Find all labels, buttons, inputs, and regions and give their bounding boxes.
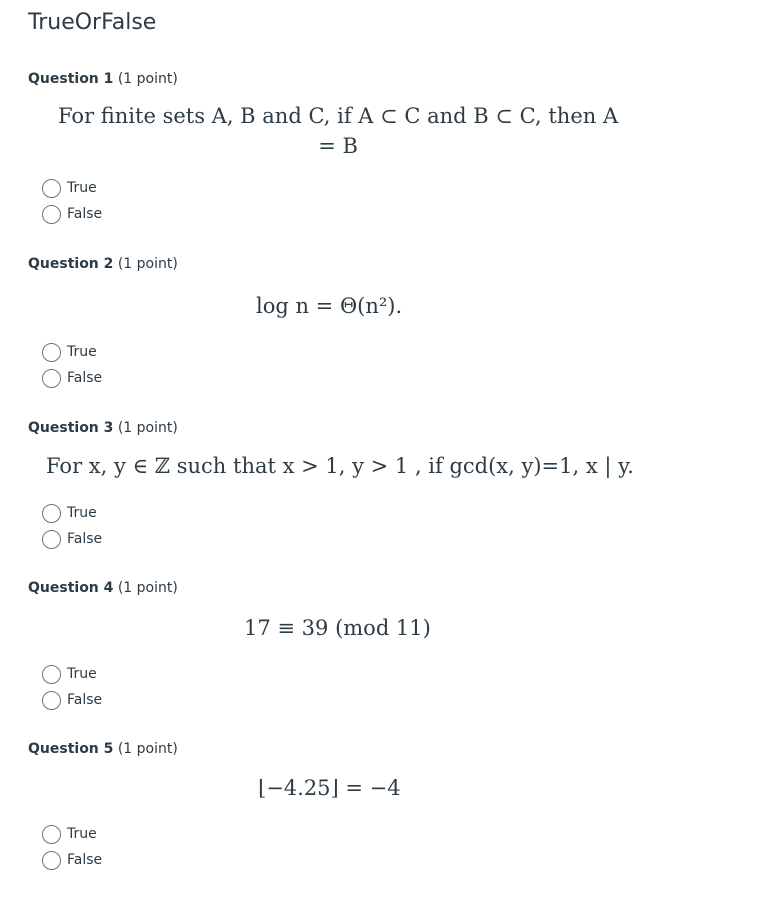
question-2-text <box>256 294 402 318</box>
question-2-false-label: False <box>67 370 103 386</box>
question-1-text <box>58 104 618 158</box>
question-3-false-radio[interactable] <box>42 530 61 549</box>
question-2-false-radio[interactable] <box>42 369 61 388</box>
question-1-option-false[interactable] <box>42 203 102 225</box>
question-5-text <box>258 776 401 800</box>
question-3-false-label: False <box>67 531 103 547</box>
question-4-points: (1 point) <box>117 580 178 596</box>
question-1-number: Question 1 <box>28 71 114 87</box>
question-1-text-line1: For finite sets A, B and C, if A ⊂ C and B ⊂ C, then A <box>58 104 619 128</box>
question-4-true-label: True <box>67 666 97 682</box>
question-4-true-radio[interactable] <box>42 665 61 684</box>
question-2-true-label: True <box>67 344 97 360</box>
question-5-header <box>28 741 178 757</box>
question-5-text-line1: ⌊−4.25⌋ = −4 <box>258 776 401 800</box>
question-2-option-true[interactable] <box>42 341 97 363</box>
question-3-true-label: True <box>67 505 97 521</box>
quiz-title: TrueOrFalse <box>28 10 157 35</box>
question-3-number: Question 3 <box>28 420 114 436</box>
question-2-option-false[interactable] <box>42 367 102 389</box>
question-3-text-line1: For x, y ∈ ℤ such that x > 1, y > 1 , if gcd(x, y)=1, x | y. <box>46 454 634 478</box>
question-2-number: Question 2 <box>28 256 114 272</box>
question-4-option-true[interactable] <box>42 663 97 685</box>
question-2-true-radio[interactable] <box>42 343 61 362</box>
question-5-option-false[interactable] <box>42 849 102 871</box>
question-4-text-line1: 17 ≡ 39 (mod 11) <box>244 616 431 640</box>
question-4-false-label: False <box>67 692 103 708</box>
question-3-option-true[interactable] <box>42 502 97 524</box>
question-3-option-false[interactable] <box>42 528 102 550</box>
question-1-option-true[interactable] <box>42 177 97 199</box>
question-1-text-line2: = B <box>318 134 358 158</box>
question-2-header <box>28 256 178 272</box>
question-5-false-radio[interactable] <box>42 851 61 870</box>
question-2-text-line1: log n = Θ(n²). <box>256 294 403 318</box>
question-1-header <box>28 71 178 87</box>
question-5-true-radio[interactable] <box>42 825 61 844</box>
question-5-number: Question 5 <box>28 741 114 757</box>
question-3-text <box>46 454 634 478</box>
question-3-header <box>28 420 178 436</box>
question-1-true-radio[interactable] <box>42 179 61 198</box>
question-3-true-radio[interactable] <box>42 504 61 523</box>
question-5-true-label: True <box>67 826 97 842</box>
question-5-option-true[interactable] <box>42 823 97 845</box>
question-4-false-radio[interactable] <box>42 691 61 710</box>
question-4-number: Question 4 <box>28 580 114 596</box>
question-1-points: (1 point) <box>117 71 178 87</box>
question-1-false-label: False <box>67 206 103 222</box>
question-5-points: (1 point) <box>117 741 178 757</box>
question-3-points: (1 point) <box>117 420 178 436</box>
question-4-option-false[interactable] <box>42 689 102 711</box>
question-5-false-label: False <box>67 852 103 868</box>
question-4-text <box>244 616 431 640</box>
question-2-points: (1 point) <box>117 256 178 272</box>
question-1-false-radio[interactable] <box>42 205 61 224</box>
question-4-header <box>28 580 178 596</box>
question-1-true-label: True <box>67 180 97 196</box>
